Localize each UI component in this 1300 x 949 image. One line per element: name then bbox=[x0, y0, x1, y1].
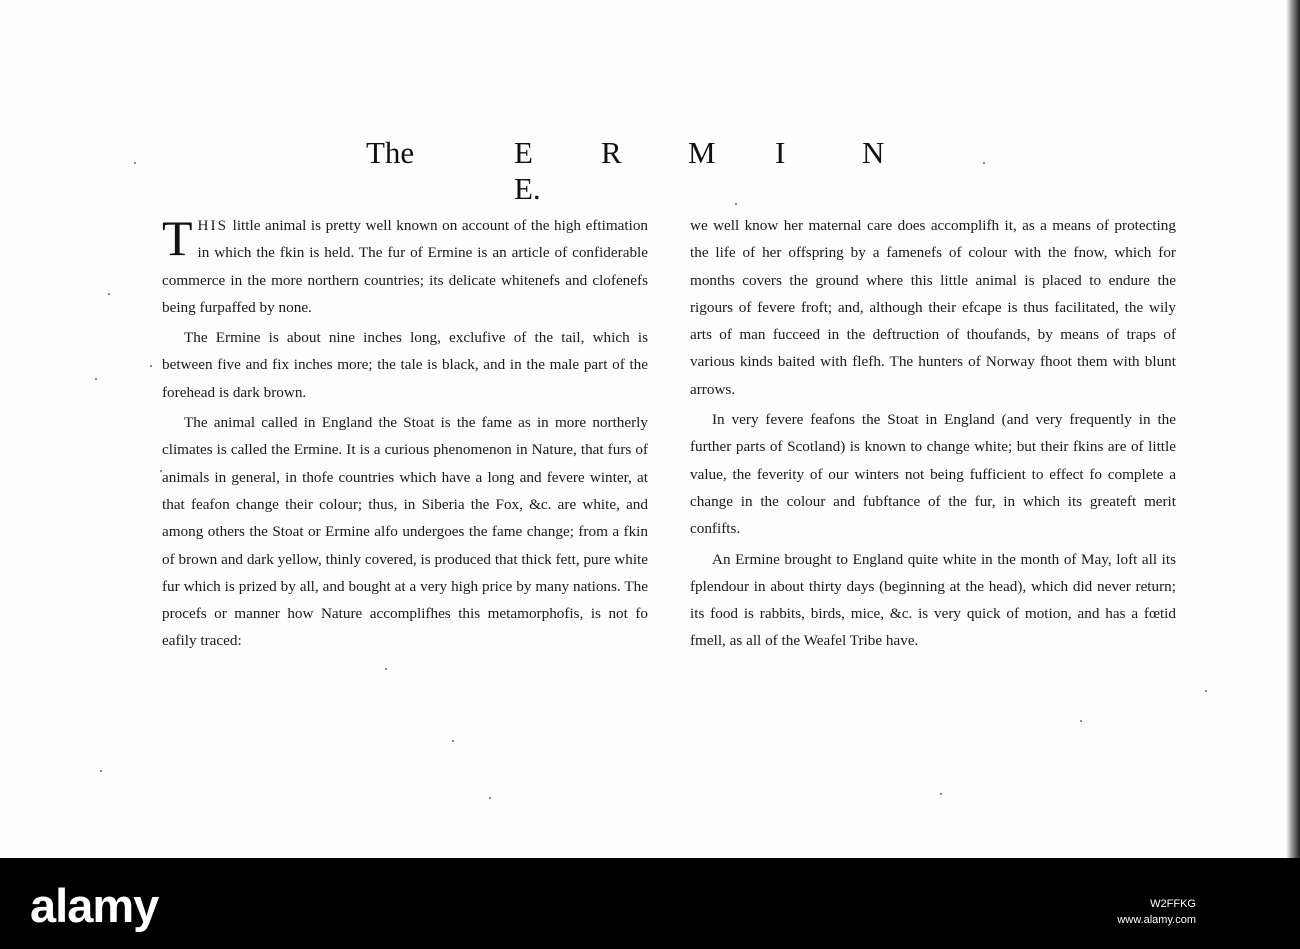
paragraph-text: little animal is pretty well known on account of the high eftimation in which the fkin is held. The fur of Ermine is an article of confiderable commerce in the more northern countries; its delicate whitenefs and clofenefs being furpaffed by none. bbox=[162, 217, 649, 316]
speck bbox=[95, 378, 97, 380]
speck bbox=[489, 797, 491, 799]
right-text-column bbox=[690, 212, 1176, 658]
title-letter: I bbox=[775, 135, 786, 170]
speck bbox=[940, 793, 942, 795]
speck bbox=[983, 162, 985, 164]
left-text-column bbox=[162, 212, 648, 658]
speck bbox=[160, 470, 162, 472]
title-letter: N bbox=[862, 135, 885, 170]
page-title bbox=[366, 135, 986, 206]
title-article: The bbox=[366, 135, 415, 170]
paragraph: The Ermine is about nine inches long, exclufive of the tail, which is between five and fix inches more; the tale is black, and in the male part of the forehead is dark brown. bbox=[162, 329, 648, 401]
speck bbox=[150, 365, 152, 367]
title-letter: E bbox=[514, 135, 533, 170]
watermark-bar bbox=[0, 858, 1300, 949]
title-letter: E. bbox=[514, 171, 541, 206]
title-word bbox=[514, 135, 986, 207]
page-edge bbox=[1286, 0, 1300, 858]
speck bbox=[1205, 690, 1207, 692]
drop-cap: T bbox=[162, 210, 193, 266]
site-url: www.alamy.com bbox=[1117, 914, 1196, 926]
title-letter: R bbox=[601, 135, 622, 170]
alamy-logo: alamy bbox=[30, 879, 159, 932]
speck bbox=[1080, 720, 1082, 722]
paragraph: In very fevere feafons the Stoat in England (and very frequently in the further parts of Scotland) is known to change white; but their fkins are of little value, the feverity of our winters not being fufficient to effect fo complete a change in the colour and fubftance of the fur, in which its greateft merit confifts. bbox=[690, 411, 1176, 538]
speck bbox=[108, 293, 110, 295]
first-word-rest: HIS bbox=[197, 217, 229, 234]
speck bbox=[452, 740, 454, 742]
title-letter: M bbox=[688, 135, 716, 170]
speck bbox=[100, 770, 102, 772]
paragraph: The animal called in England the Stoat is the fame as in more northerly climates is called the Ermine. It is a curious phenomenon in Nature, that furs of animals in general, in thofe countries which have a long and fevere winter, at that feafon change their colour; thus, in Siberia the Fox, &c. are white, and among others the Stoat or Ermine alfo undergoes the fame change; from a fkin of brown and dark yellow, thinly covered, is produced that thick fett, pure white fur which is prized by all, and bought at a very high price by many nations. The procefs or manner how Nature accomplifhes this metamorphofis, is not fo eafily traced: bbox=[162, 414, 648, 650]
paragraph: we well know her maternal care does accomplifh it, as a means of protecting the life of her offspring by a famenefs of colour with the fnow, which for months covers the ground where this little animal is placed to endure the rigours of fevere froft; and, although their efcape is thus facilitated, the wily arts of man fucceed in the deftruction of thoufands, by means of traps of various kinds baited with flefh. The hunters of Norway fhoot them with blunt arrows. bbox=[690, 217, 1176, 398]
paragraph: An Ermine brought to England quite white in the month of May, loft all its fplendour in about thirty days (beginning at the head), which did never return; its food is rabbits, birds, mice, &c. is very quick of motion, and has a fœtid fmell, as all of the Weafel Tribe have. bbox=[690, 550, 1176, 650]
speck bbox=[735, 203, 737, 205]
image-id: W2FFKG bbox=[1150, 898, 1196, 910]
speck bbox=[385, 668, 387, 670]
speck bbox=[134, 162, 136, 164]
paragraph bbox=[162, 212, 648, 321]
